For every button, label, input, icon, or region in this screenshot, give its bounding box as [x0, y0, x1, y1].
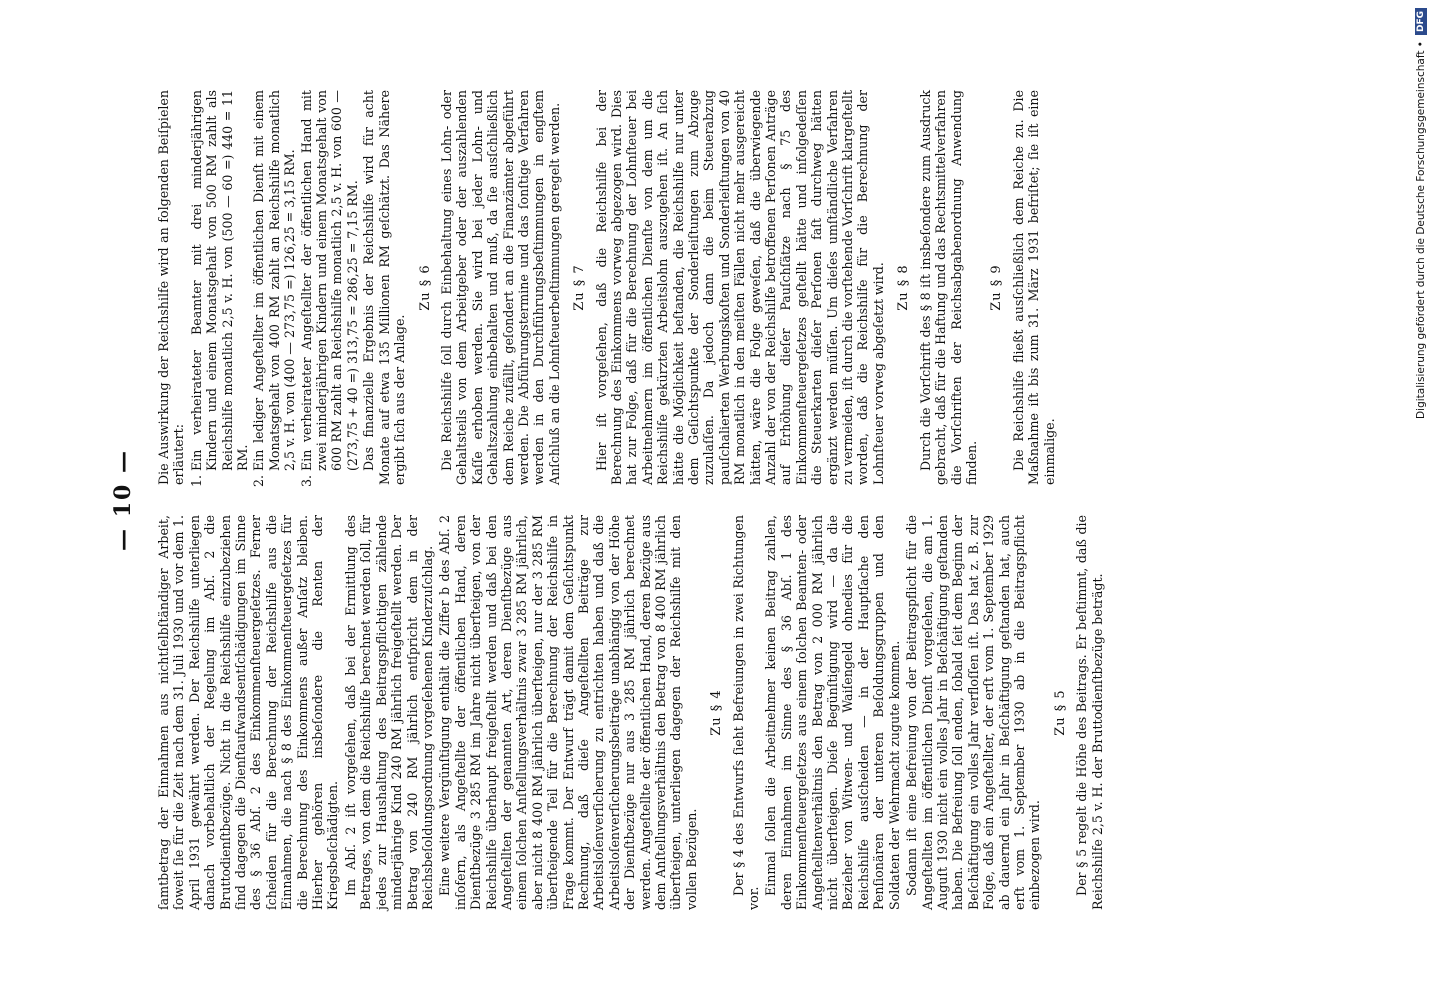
section-heading: Zu § 4 [709, 689, 725, 736]
paragraph: Einmal ſollen die Arbeitnehmer keinen Beitrag zahlen, deren Einnahmen im Sinne des § 36 Abſ. 1 des Einkommenſteuergeſetzes aus einem ſolchen Beamten- oder Angeſtelltenverhältnis den Betrag von 2 000 RM jährlich nicht überſteigen. Dieſe Begünſtigung wird — da die Bezieher von Witwen- und Waiſengeld ohnedies für die Reichshilfe ausſcheiden — in der Hauptſache den Penſionären der unteren Beſoldungsgruppen und den Soldaten der Wehrmacht zugute kommen. [763, 515, 902, 910]
list-item: 2. Ein lediger Angeſtellter im öffentlichen Dienſt mit einem Monatsgehalt von 400 RM zahlt an Reichshilfe monatlich 2,5 v. H. von (400 — 273,75 =) 126,25 = 3,15 RM. [251, 90, 297, 471]
paragraph: Der § 5 regelt die Höhe des Beitrags. Er beſtimmt, daß die Reichshilfe 2,5 v. H. der Bruttodienſtbezüge beträgt. [1074, 515, 1105, 910]
page-number: — 10 — [110, 449, 136, 551]
paragraph: Sodann iſt eine Befreiung von der Beitragspflicht für die Angeſtellten im öffentlichen Dienſt vorgeſehen, die am 1. Auguſt 1930 nicht ein volles Jahr in Beſchäftigung geſtanden haben. Die Befreiung ſoll enden, ſobald ſeit dem Beginn der Beſchäftigung ein volles Jahr verfloſſen iſt. Das hat z. B. zur Folge, daß ein Angeſtellter, der erſt vom 1. September 1929 ab dauernd ein Jahr in Beſchäftigung geſtanden hat, auch erſt vom 1. September 1930 ab in die Beitragspflicht einbezogen wird. [904, 515, 1043, 910]
paragraph: Im Abſ. 2 iſt vorgeſehen, daß bei der Ermittlung des Betrages, von dem die Reichshilfe berechnet werden ſoll, für jedes zur Haushaltung des Beitragspflichtigen zählende minderjährige Kind 240 RM jährlich freigeſtellt werden. Der Betrag von 240 RM jährlich entſpricht dem in der Reichsbeſoldungsordnung vorgeſehenen Kinderzuſchlag. [342, 515, 435, 910]
paragraph: Die Auswirkung der Reichshilfe wird an folgenden Beiſpielen erläutert: [156, 90, 187, 485]
paragraph: Der § 4 des Entwurfs ſieht Befreiungen in zwei Richtungen vor. [730, 515, 762, 910]
paragraph: Durch die Vorſchrift des § 8 iſt insbeſondere zum Ausdruck gebracht, daß für die Haftung und das Rechtsmittelverfahren die Vorſchriften der Reichsabgabenordnung Anwendung finden. [917, 90, 979, 485]
paragraph: Das finanzielle Ergebnis der Reichshilfe wird für acht Monate auf etwa 135 Millionen RM geſchätzt. Das Nähere ergibt ſich aus der Anlage. [361, 90, 408, 485]
digitization-credit [1408, 8, 1434, 992]
list-item: 3. Ein verheirateter Angeſtellter der öffentlichen Hand mit zwei minderjährigen Kindern und einem Monatsgehalt von 600 RM zahlt an Reichshilfe monatlich 2,5 v. H. von 600 — (273,75 + 40 =) 313,75 = 286,25 = 7,15 RM. [299, 90, 361, 471]
credit-text: Digitalisierung gefördert durch die Deutsche Forschungsgemeinschaft • [1415, 41, 1427, 419]
credit-line [1408, 8, 1434, 992]
dfg-logo: DFG [1415, 8, 1427, 35]
page-header [110, 90, 152, 910]
paragraph: Hier iſt vorgeſehen, daß die Reichshilfe bei der Berechnung des Einkommens vorweg abgezogen wird. Dies hat zur Folge, daß für die Berechnung der Lohnſteuer bei Arbeitnehmern im öffentlichen Dienſte von dem um die Reichshilfe gekürzten Arbeitslohn auszugehen iſt. An ſich hätte die Möglichkeit beſtanden, die Reichshilfe nur unter dem Geſichtspunkte der Sonderleiſtungen zum Abzuge zuzulaſſen. Da jedoch dann die beim Steuerabzug pauſchalierten Werbungskoſten und Sonderleiſtungen von 40 RM monatlich in den meiſten Fällen nicht mehr ausgereicht hätten, wäre die Folge geweſen, daß die überwiegende Anzahl der von der Reichshilfe betroffenen Perſonen Anträge auf Erhöhung dieſer Pauſchſätze nach § 75 des Einkommenſteuergeſetzes geſtellt hätte und infolgedeſſen die Steuerkarten dieſer Perſonen faſt durchweg hätten ergänzt werden müſſen. Um dieſes umſtändliche Verfahren zu vermeiden, iſt durch die vorſtehende Vorſchrift klargeſtellt worden, daß die Reichshilfe für die Berechnung der Lohnſteuer vorweg abgeſetzt wird. [593, 90, 886, 485]
paragraph: Eine weitere Vergünſtigung enthält die Ziffer b des Abſ. 2 inſofern, als Angeſtellte der öffentlichen Hand, deren Dienſtbezüge 3 285 RM im Jahre nicht überſteigen, von der Reichshilfe überhaupt freigeſtellt werden und daß bei den Angeſtellten der genannten Art, deren Dienſtbezüge aus einem ſolchen Anſtellungsverhältnis zwar 3 285 RM jährlich, aber nicht 8 400 RM jährlich überſteigen, nur der 3 285 RM überſteigende Teil für die Berechnung der Reichshilfe in Frage kommt. Der Entwurf trägt damit dem Geſichtspunkt Rechnung, daß dieſe Angeſtellten Beiträge zur Arbeitsloſenverſicherung zu entrichten haben und daß die Arbeitsloſenverſicherungsbeiträge unabhängig von der Höhe der Dienſtbezüge nur aus 3 285 RM jährlich berechnet werden. Angeſtellte der öffentlichen Hand, deren Bezüge aus dem Anſtellungsverhältnis den Betrag von 8 400 RM jährlich überſteigen, unterliegen dagegen der Reichshilfe mit den vollen Bezügen. [437, 515, 699, 910]
rotated-page [110, 90, 1105, 910]
example-list [189, 90, 360, 485]
right-column [156, 90, 1059, 485]
section-heading: Zu § 7 [572, 264, 588, 311]
paragraph: Die Reichshilfe fließt ausſchließlich dem Reiche zu. Die Maßnahme iſt bis zum 31. März 1931 befriſtet; ſie iſt eine einmalige. [1010, 90, 1057, 485]
section-heading: Zu § 6 [417, 264, 433, 311]
paragraph: ſamtbetrag der Einnahmen aus nichtſelbſtändiger Arbeit, ſoweit ſie für die Zeit nach dem 31. Juli 1930 und vor dem 1. April 1931 gewährt werden. Der Reichshilfe unterliegen danach vorbehaltlich der Regelung im Abſ. 2 die Bruttodienſtbezüge. Nicht in die Reichshilfe einzubeziehen ſind dagegen die Dienſtaufwandsentſchädigungen im Sinne des § 36 Abſ. 2 des Einkommenſteuergeſetzes. Ferner ſcheiden für die Berechnung der Reichshilfe aus die Einnahmen, die nach § 8 des Einkommenſteuergeſetzes für die Berechnung des Einkommens außer Anſatz bleiben. Hierher gehören insbeſondere die Renten der Kriegsbeſchädigten. [156, 515, 341, 910]
left-column [156, 515, 1107, 910]
section-heading: Zu § 9 [989, 264, 1005, 311]
paragraph: Die Reichshilfe ſoll durch Einbehaltung eines Lohn- oder Gehaltsteils von dem Arbeitgeber oder der auszahlenden Kaſſe erhoben werden. Sie wird bei jeder Lohn- und Gehaltszahlung einbehalten und muß, da ſie ausſchließlich dem Reiche zufällt, geſondert an die Finanzämter abgeführt werden. Die Abführungstermine und das ſonſtige Verfahren werden in den Durchführungsbeſtimmungen in engſtem Anſchluß an die Lohnſteuerbeſtimmungen geregelt werden. [438, 90, 562, 485]
section-heading: Zu § 5 [1052, 689, 1068, 736]
list-item: 1. Ein verheirateter Beamter mit drei minderjährigen Kindern und einem Monatsgehalt von 500 RM zahlt als Reichshilfe monatlich 2,5 v. H. von (500 — 60 =) 440 = 11 RM. [189, 90, 251, 471]
section-heading: Zu § 8 [896, 264, 912, 311]
